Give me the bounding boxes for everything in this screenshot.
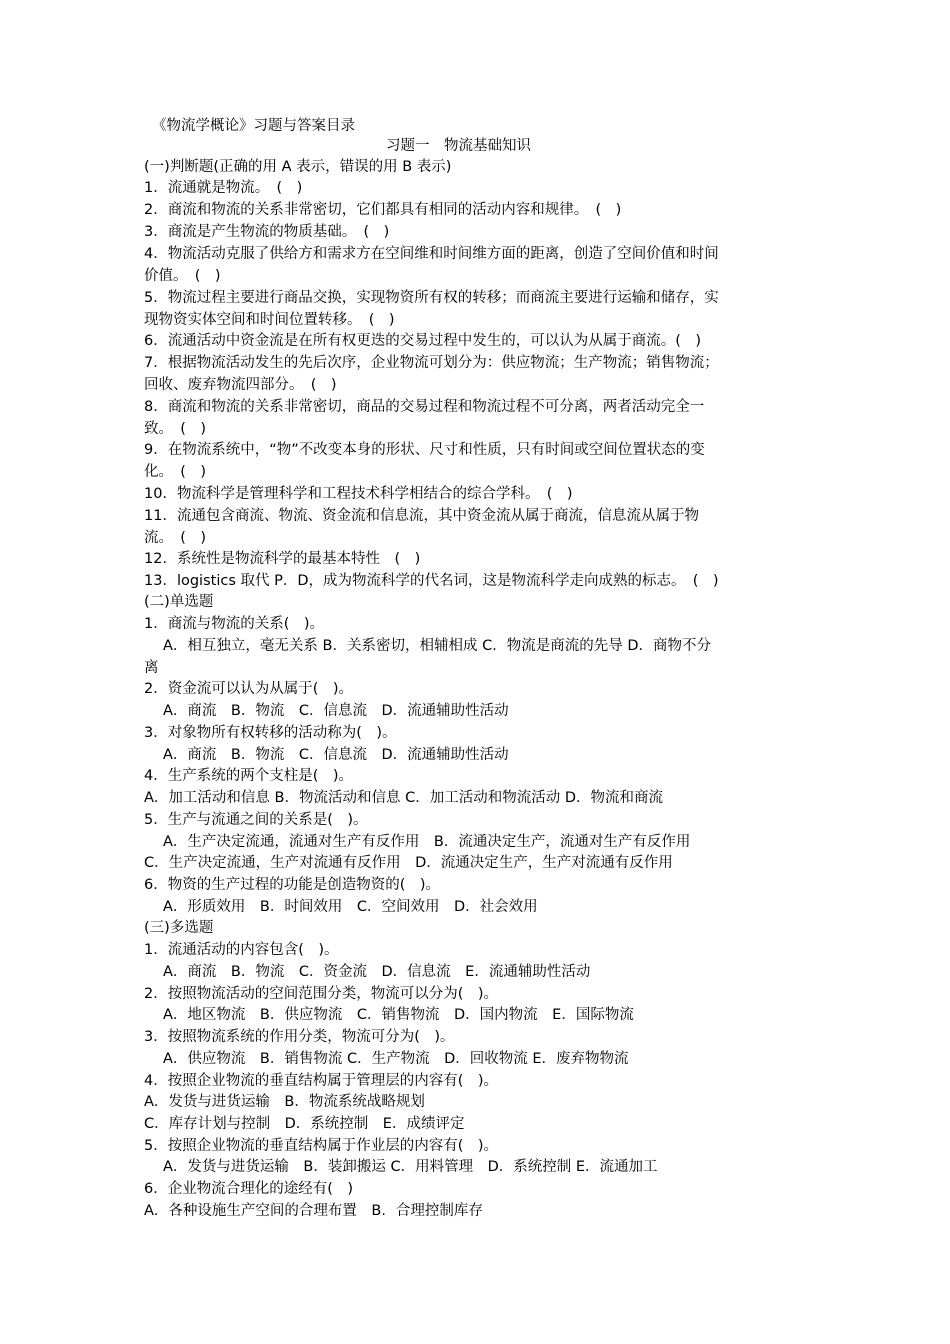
question-line: 化。 ( ): [144, 464, 207, 480]
question-line: 1．商流与物流的关系( )。: [144, 616, 325, 632]
question-line: 6．企业物流合理化的途经有( ): [144, 1181, 354, 1197]
question-line: 2．商流和物流的关系非常密切，它们都具有相同的活动内容和规律。 ( ): [144, 202, 622, 218]
question-line: 11．流通包含商流、物流、资金流和信息流，其中资金流从属于商流，信息流从属于物: [144, 508, 699, 524]
question-line: 5．按照企业物流的垂直结构属于作业层的内容有( )。: [144, 1138, 499, 1154]
answer-options: C．库存计划与控制 D．系统控制 E．成绩评定: [144, 1116, 465, 1132]
question-line: 4．按照企业物流的垂直结构属于管理层的内容有( )。: [144, 1073, 499, 1089]
answer-options: A．供应物流 B．销售物流 C．生产物流 D．回收物流 E．废弃物物流: [163, 1051, 629, 1067]
question-line: 价值。 ( ): [144, 268, 221, 284]
question-line: 2．按照物流活动的空间范围分类，物流可以分为( )。: [144, 986, 499, 1002]
question-line: 5．生产与流通之间的关系是( )。: [144, 812, 368, 828]
answer-options: 离: [144, 660, 159, 676]
question-line: 致。 ( ): [144, 421, 207, 437]
answer-options: A．商流 B．物流 C．资金流 D．信息流 E．流通辅助性活动: [163, 964, 591, 980]
question-line: 1．流通就是物流。 ( ): [144, 180, 303, 196]
question-line: 回收、废弃物流四部分。 ( ): [144, 377, 337, 393]
question-line: 3．对象物所有权转移的活动称为( )。: [144, 725, 397, 741]
section-heading-true-false: (一)判断题(正确的用 A 表示，错误的用 B 表示): [144, 159, 452, 175]
question-line: 4．生产系统的两个支柱是( )。: [144, 768, 354, 784]
question-line: 现物资实体空间和时间位置转移。 ( ): [144, 312, 395, 328]
question-line: 3．按照物流系统的作用分类，物流可分为( )。: [144, 1029, 455, 1045]
question-line: 1．流通活动的内容包含( )。: [144, 942, 339, 958]
question-line: 12．系统性是物流科学的最基本特性 ( ): [144, 551, 421, 567]
question-line: 10．物流科学是管理科学和工程技术科学相结合的综合学科。 ( ): [144, 486, 573, 502]
answer-options: C．生产决定流通，生产对流通有反作用 D．流通决定生产，生产对流通有反作用: [144, 855, 673, 871]
answer-options: A．形质效用 B．时间效用 C．空间效用 D．社会效用: [163, 899, 538, 915]
question-line: 流。 ( ): [144, 530, 207, 546]
question-line: 6．流通活动中资金流是在所有权更迭的交易过程中发生的，可以认为从属于商流。( ): [144, 333, 702, 349]
answer-options: A．相互独立，毫无关系 B．关系密切，相辅相成 C．物流是商流的先导 D．商物不分: [163, 638, 711, 654]
section-heading-single-choice: (二)单选题: [144, 594, 214, 610]
answer-options: A．各种设施生产空间的合理布置 B．合理控制库存: [144, 1203, 483, 1219]
answer-options: A．发货与进货运输 B．装卸搬运 C．用料管理 D．系统控制 E．流通加工: [163, 1159, 658, 1175]
question-line: 5．物流过程主要进行商品交换，实现物资所有权的转移；而商流主要进行运输和储存，实: [144, 290, 719, 306]
question-line: 3．商流是产生物流的物质基础。 ( ): [144, 224, 390, 240]
question-line: 4．物流活动克服了供给方和需求方在空间维和时间维方面的距离，创造了空间价值和时间: [144, 246, 719, 262]
document-title: 《物流学概论》习题与答案目录: [152, 118, 355, 134]
question-line: 8．商流和物流的关系非常密切，商品的交易过程和物流过程不可分离，两者活动完全一: [144, 399, 705, 415]
question-line: 13．logistics 取代 P．D，成为物流科学的代名词，这是物流科学走向成熟的标志。 ( ): [144, 573, 719, 589]
question-line: 6．物资的生产过程的功能是创造物资的( )。: [144, 877, 441, 893]
chapter-title: 习题一 物流基础知识: [386, 138, 531, 154]
section-heading-multiple-choice: (三)多选题: [144, 920, 214, 936]
answer-options: A．商流 B．物流 C．信息流 D．流通辅助性活动: [163, 703, 509, 719]
question-line: 2．资金流可以认为从属于( )。: [144, 681, 354, 697]
question-line: 7．根据物流活动发生的先后次序，企业物流可划分为：供应物流；生产物流；销售物流；: [144, 355, 719, 371]
question-line: 9．在物流系统中，“物”不改变本身的形状、尺寸和性质，只有时间或空间位置状态的变: [144, 442, 705, 458]
answer-options: A．地区物流 B．供应物流 C．销售物流 D．国内物流 E．国际物流: [163, 1007, 634, 1023]
answer-options: A．商流 B．物流 C．信息流 D．流通辅助性活动: [163, 747, 509, 763]
answer-options: A．发货与进货运输 B．物流系统战略规划: [144, 1094, 425, 1110]
answer-options: A．生产决定流通，流通对生产有反作用 B．流通决定生产，流通对生产有反作用: [163, 834, 691, 850]
answer-options: A．加工活动和信息 B．物流活动和信息 C．加工活动和物流活动 D．物流和商流: [144, 790, 663, 806]
